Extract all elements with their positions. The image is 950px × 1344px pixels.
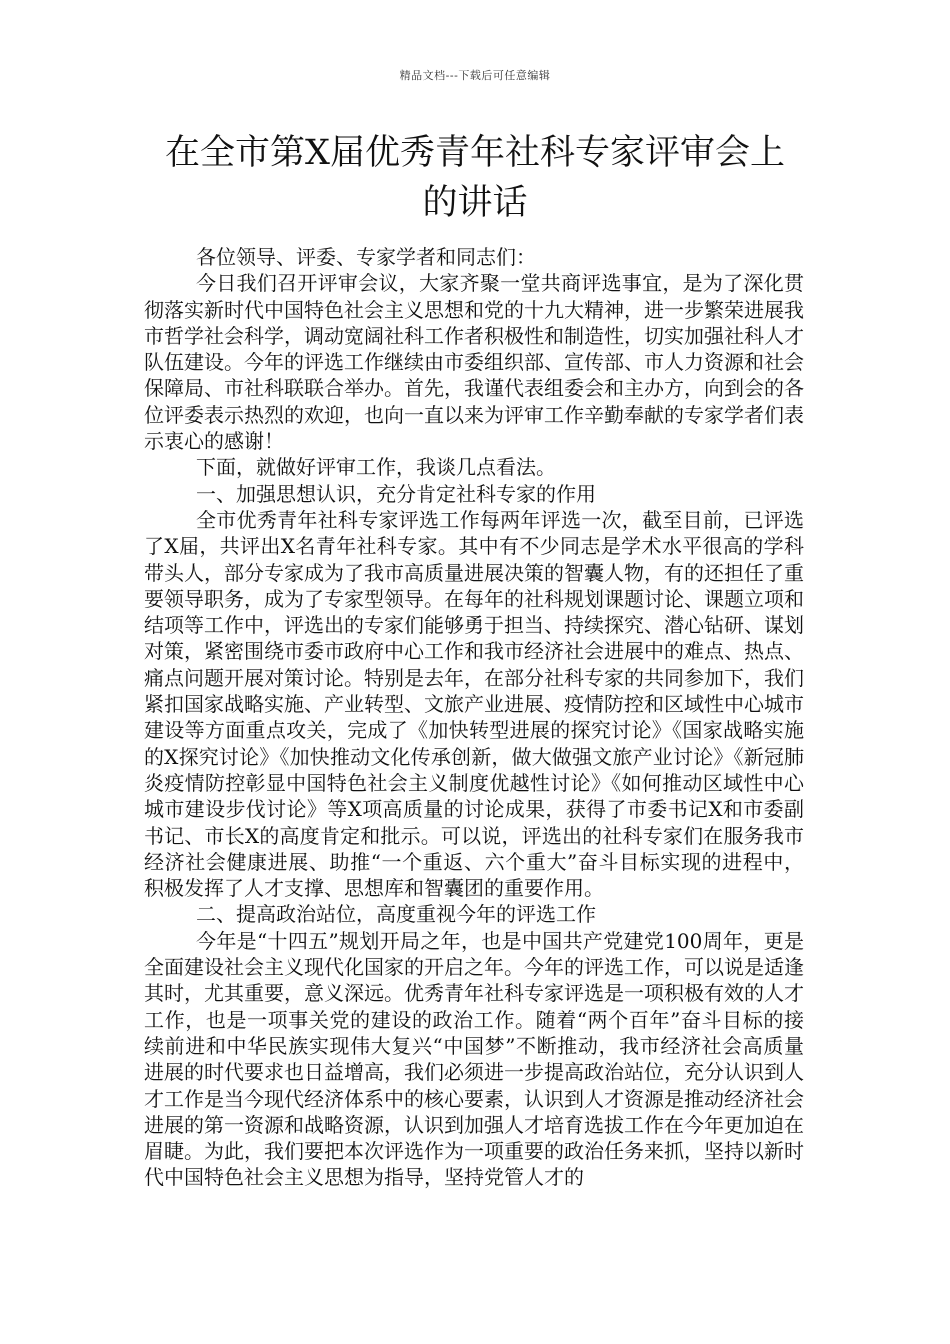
body-paragraph: 今年是“十四五”规划开局之年，也是中国共产党建党100周年，更是全面建设社会主义现代化国家的开启之年。今年的评选工作，可以说是适逢其时，尤其重要，意义深远。优秀青年社科专家评选是一项积极有效的人才工作，也是一项事关党的建设的政治工作。随着“两个百年”奋斗目标的接续前进和中华民族实现伟大复兴“中国梦”不断推动，我市经济社会高质量进展的时代要求也日益增高，我们必须进一步提高政治站位，充分认识到人才工作是当今现代经济体系中的核心要素，认识到人才资源是推动经济社会进展的第一资源和战略资源，认识到加强人才培育选拔工作在今年更加迫在眉睫。为此，我们要把本次评选作为一项重要的政治任务来抓，坚持以新时代中国特色社会主义思想为指导，坚持党管人才的	[144, 928, 804, 1190]
page-header-note: 精品文档---下载后可任意编辑	[399, 69, 551, 82]
body-paragraph: 全市优秀青年社科专家评选工作每两年评选一次，截至目前，已评选了X届，共评出X名青年社科专家。其中有不少同志是学术水平很高的学科带头人，部分专家成为了我市高质量进展决策的智囊人物，有的还担任了重要领导职务，成为了专家型领导。在每年的社科规划课题讨论、课题立项和结项等工作中，评选出的专家们能够勇于担当、持续探究、潜心钻研、谋划对策，紧密围绕市委市政府中心工作和我市经济社会进展中的难点、热点、痛点问题开展对策讨论。特别是去年，在部分社科专家的共同参加下，我们紧扣国家战略实施、产业转型、文旅产业进展、疫情防控和区域性中心城市建设等方面重点攻关，完成了《加快转型进展的探究讨论》《国家战略实施的X探究讨论》《加快推动文化传承创新，做大做强文旅产业讨论》《新冠肺炎疫情防控彰显中国特色社会主义制度优越性讨论》《如何推动区域性中心城市建设步伐讨论》等X项高质量的讨论成果，获得了市委书记X和市委副书记、市长X的高度肯定和批示。可以说，评选出的社科专家们在服务我市经济社会健康进展、助推“一个重返、六个重大”奋斗目标实现的进程中，积极发挥了人才支撑、思想库和智囊团的重要作用。	[144, 507, 804, 901]
section-heading: 一、加强思想认识，充分肯定社科专家的作用	[196, 481, 596, 506]
body-paragraph: 今日我们召开评审会议，大家齐聚一堂共商评选事宜，是为了深化贯彻落实新时代中国特色社会主义思想和党的十九大精神，进一步繁荣进展我市哲学社会科学，调动宽阔社科工作者积极性和制造性，切实加强社科人才队伍建设。今年的评选工作继续由市委组织部、宣传部、市人力资源和社会保障局、市社科联联合举办。首先，我谨代表组委会和主办方，向到会的各位评委表示热烈的欢迎，也向一直以来为评审工作辛勤奉献的专家学者们表示衷心的感谢！	[144, 271, 804, 454]
section-heading: 二、提高政治站位，高度重视今年的评选工作	[196, 902, 596, 927]
document-title: 在全市第X届优秀青年社科专家评审会上的讲话	[165, 133, 785, 223]
salutation-paragraph: 各位领导、评委、专家学者和同志们：	[196, 245, 536, 269]
document-body	[144, 244, 804, 1191]
body-paragraph: 下面，就做好评审工作，我谈几点看法。	[196, 455, 556, 480]
